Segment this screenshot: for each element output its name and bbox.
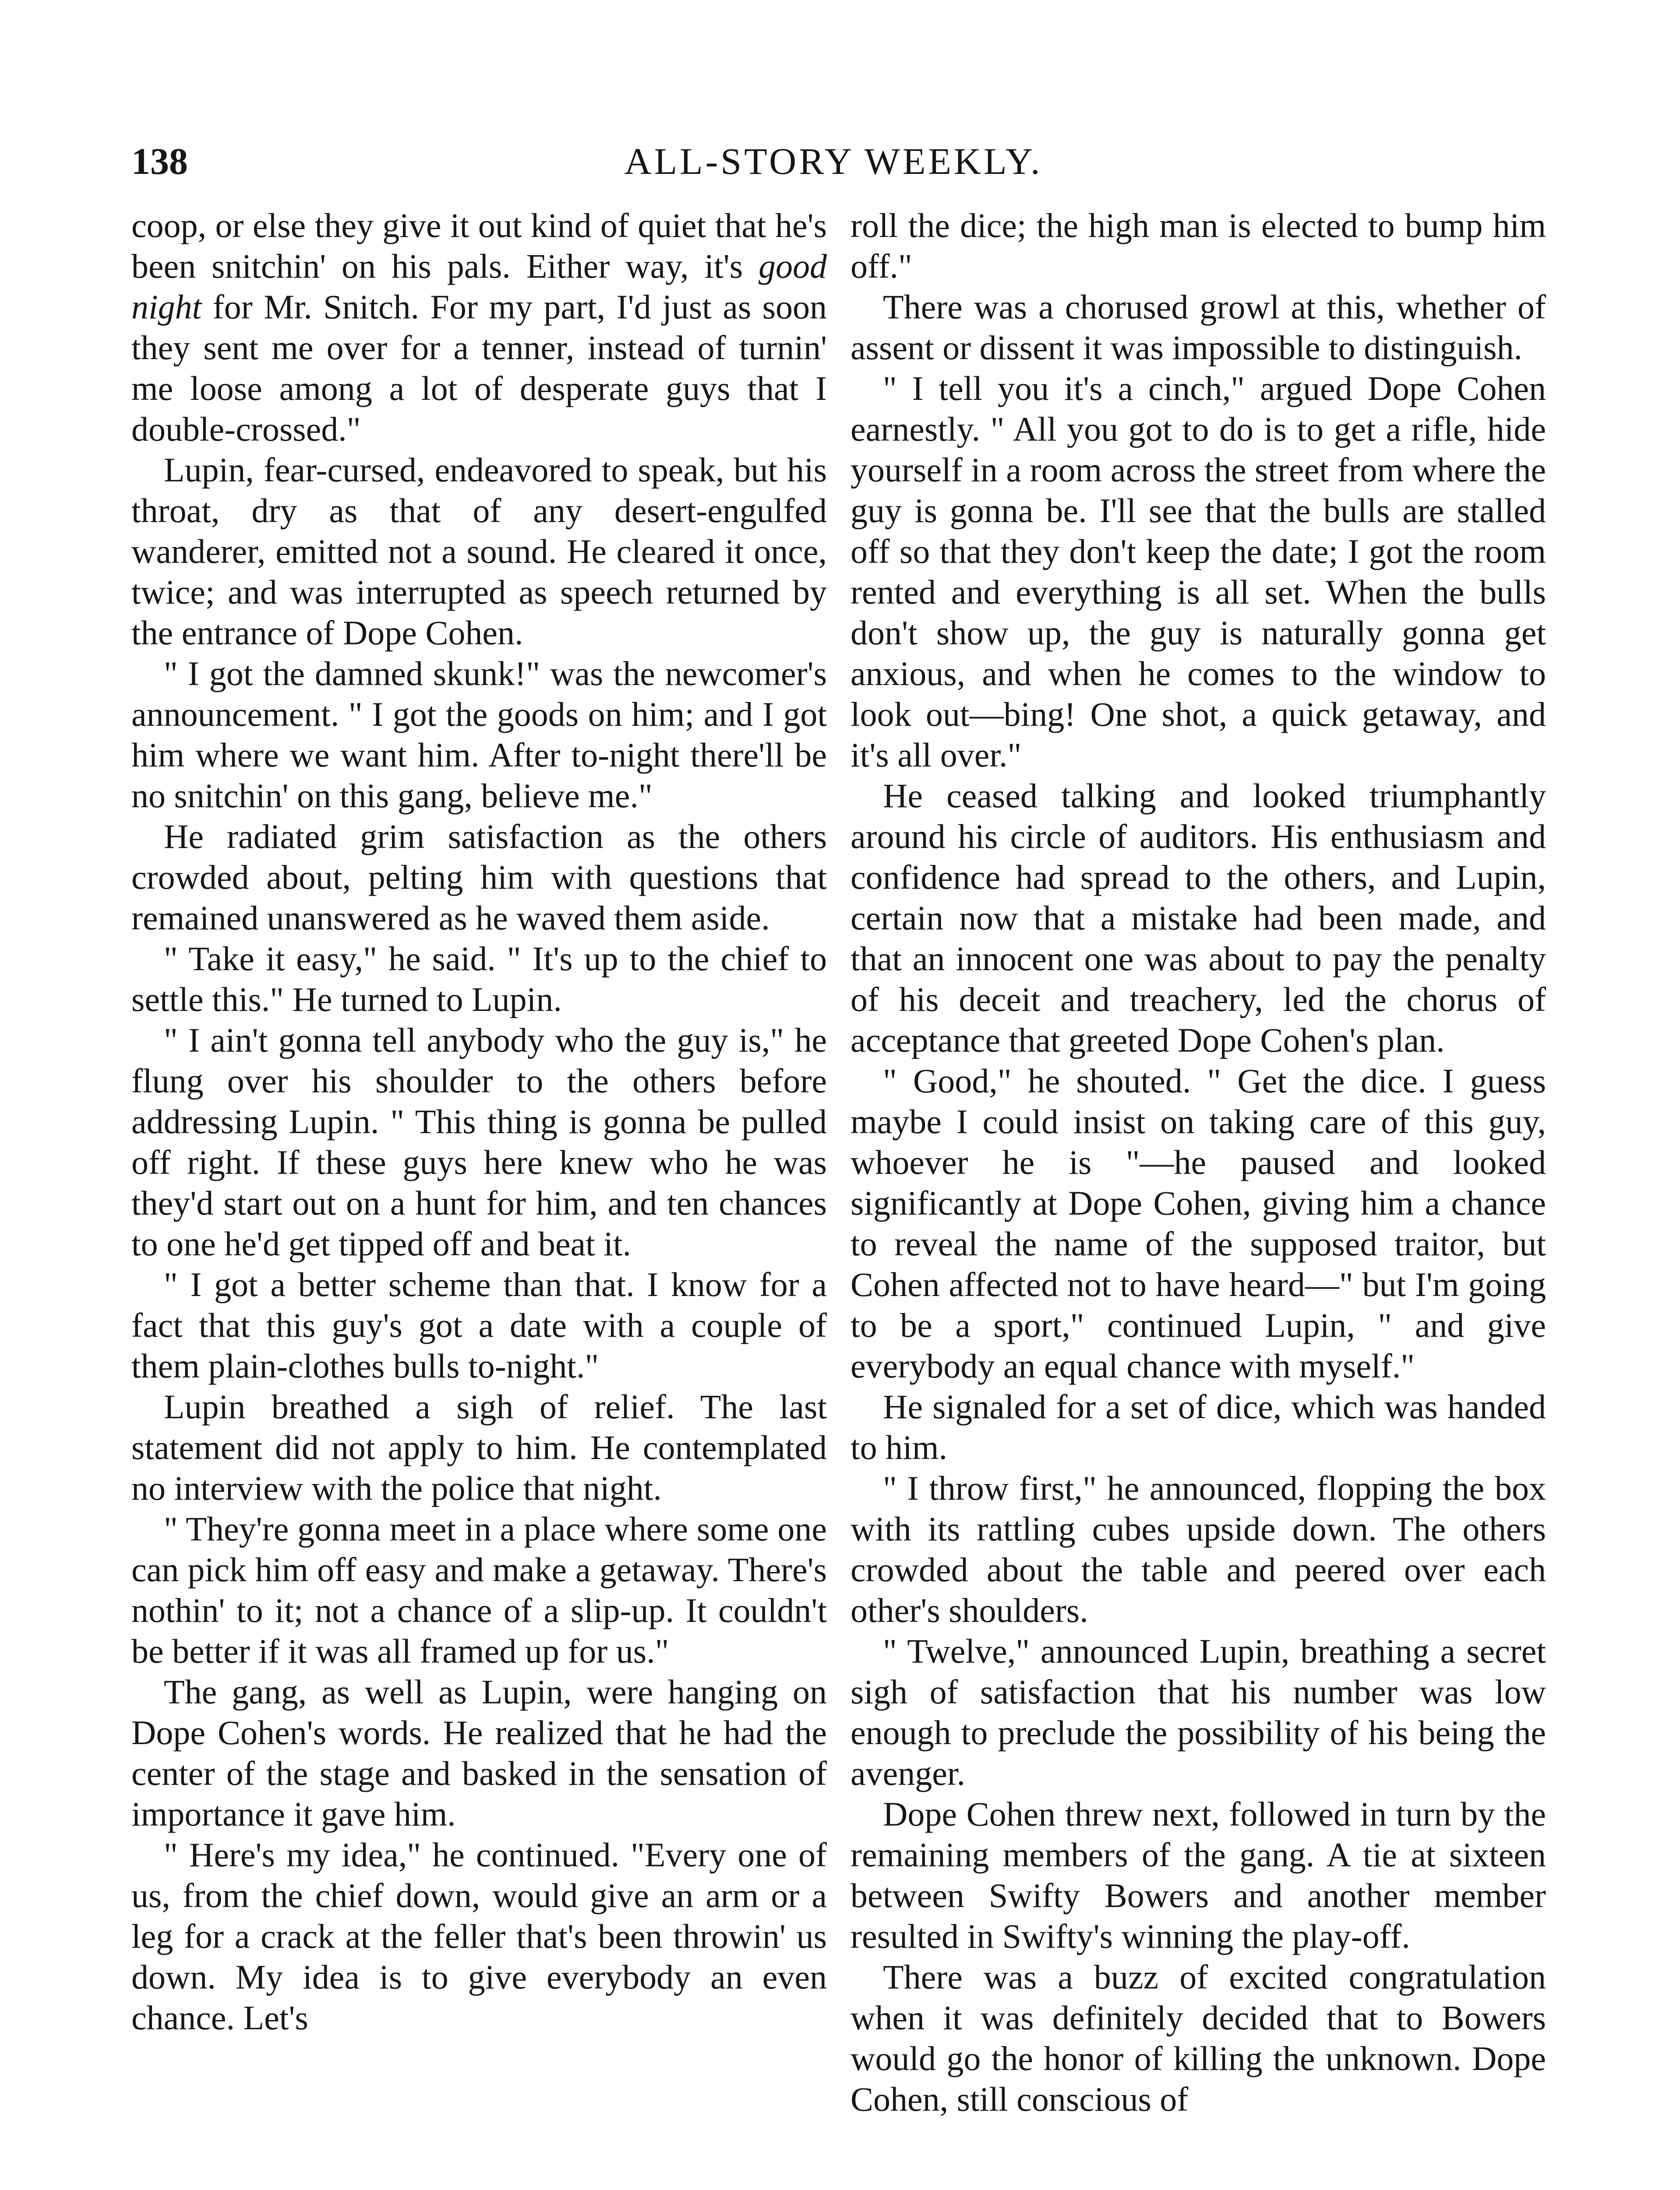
right-column <box>851 205 1546 2190</box>
paragraph: He radiated grim satisfaction as the others crowded about, pelting him with questions that remained unanswered as he waved them aside. <box>131 817 827 937</box>
paragraph: " I tell you it's a cinch," argued Dope Cohen earnestly. " All you got to do is to get a rifle, hide yourself in a room across the street from where the guy is gonna be. I'll see that the bulls are stalled off so that they don't keep the date; I got the room rented and everything is all set. When the bulls don't show up, the guy is naturally gonna get anxious, and when he comes to the window to look out—bing! One shot, a quick getaway, and it's all over." <box>851 369 1546 774</box>
paragraph: He signaled for a set of dice, which was handed to him. <box>851 1388 1546 1466</box>
page-number: 138 <box>131 140 188 182</box>
paragraph: " Good," he shouted. " Get the dice. I guess maybe I could insist on taking care of this guy, whoever he is "—he paused and looked significantly at Dope Cohen, giving him a chance to reveal the name of the supposed traitor, but Cohen affected not to have heard—" but I'm going to be a sport," continued Lupin, " and give everybody an equal chance with myself." <box>851 1062 1546 1385</box>
paragraph: " Twelve," announced Lupin, breathing a secret sigh of satisfaction that his number was low enough to preclude the possibility of his being the avenger. <box>851 1632 1546 1792</box>
paragraph: " Take it easy," he said. " It's up to the chief to settle this." He turned to Lupin. <box>131 940 827 1018</box>
paragraph: " They're gonna meet in a place where some one can pick him off easy and make a getaway. There's nothin' to it; not a chance of a slip-up. It couldn't be better if it was all framed up for us." <box>131 1510 827 1670</box>
paragraph: " Here's my idea," he continued. "Every one of us, from the chief down, would give an arm or a leg for a crack at the feller that's been throwin' us down. My idea is to give everybody an even chance. Let's <box>131 1836 827 2037</box>
paragraph: There was a buzz of excited congratulation when it was definitely decided that to Bowers would go the honor of killing the unknown. Dope Cohen, still conscious of <box>851 1958 1546 2118</box>
paragraph: He ceased talking and looked triumphantly around his circle of auditors. His enthusiasm and confidence had spread to the others, and Lupin, certain now that a mistake had been made, and that an innocent one was about to pay the penalty of his deceit and treachery, led the chorus of acceptance that greeted Dope Cohen's plan. <box>851 777 1546 1059</box>
paragraph: " I got the damned skunk!" was the newcomer's announcement. " I got the goods on him; and I got him where we want him. After to-night there'll be no snitchin' on this gang, believe me." <box>131 654 827 815</box>
paragraph: Dope Cohen threw next, followed in turn by the remaining members of the gang. A tie at sixteen between Swifty Bowers and another member resulted in Swifty's winning the play-off. <box>851 1795 1546 1955</box>
emphasis: good night <box>131 247 827 326</box>
page-header <box>131 139 1535 187</box>
paragraph: " I got a better scheme than that. I know for a fact that this guy's got a date with a couple of them plain-clothes bulls to-night." <box>131 1265 827 1385</box>
running-head: ALL-STORY WEEKLY. <box>624 140 1043 182</box>
left-column <box>131 205 827 2190</box>
paragraph: " I throw first," he announced, flopping the box with its rattling cubes upside down. The others crowded about the table and peered over each other's shoulders. <box>851 1469 1546 1629</box>
paragraph: There was a chorused growl at this, whether of assent or dissent it was impossible to distinguish. <box>851 288 1546 367</box>
paragraph: coop, or else they give it out kind of quiet that he's been snitchin' on his pals. Either way, it's good night for Mr. Snitch. For my part, I'd just as soon they sent me over for a tenner, instead of turnin' me loose among a lot of desperate guys that I double-crossed." <box>131 206 827 448</box>
paragraph: The gang, as well as Lupin, were hanging on Dope Cohen's words. He realized that he had the center of the stage and basked in the sensation of importance it gave him. <box>131 1673 827 1833</box>
paragraph: roll the dice; the high man is elected to bump him off." <box>851 206 1546 285</box>
paragraph: Lupin breathed a sigh of relief. The last statement did not apply to him. He contemplated no interview with the police that night. <box>131 1388 827 1507</box>
paragraph: Lupin, fear-cursed, endeavored to speak, but his throat, dry as that of any desert-engulfed wanderer, emitted not a sound. He cleared it once, twice; and was interrupted as speech returned by the entrance of Dope Cohen. <box>131 451 827 652</box>
paragraph: " I ain't gonna tell anybody who the guy is," he flung over his shoulder to the others before addressing Lupin. " This thing is gonna be pulled off right. If these guys here knew who he was they'd start out on a hunt for him, and ten chances to one he'd get tipped off and beat it. <box>131 1021 827 1263</box>
